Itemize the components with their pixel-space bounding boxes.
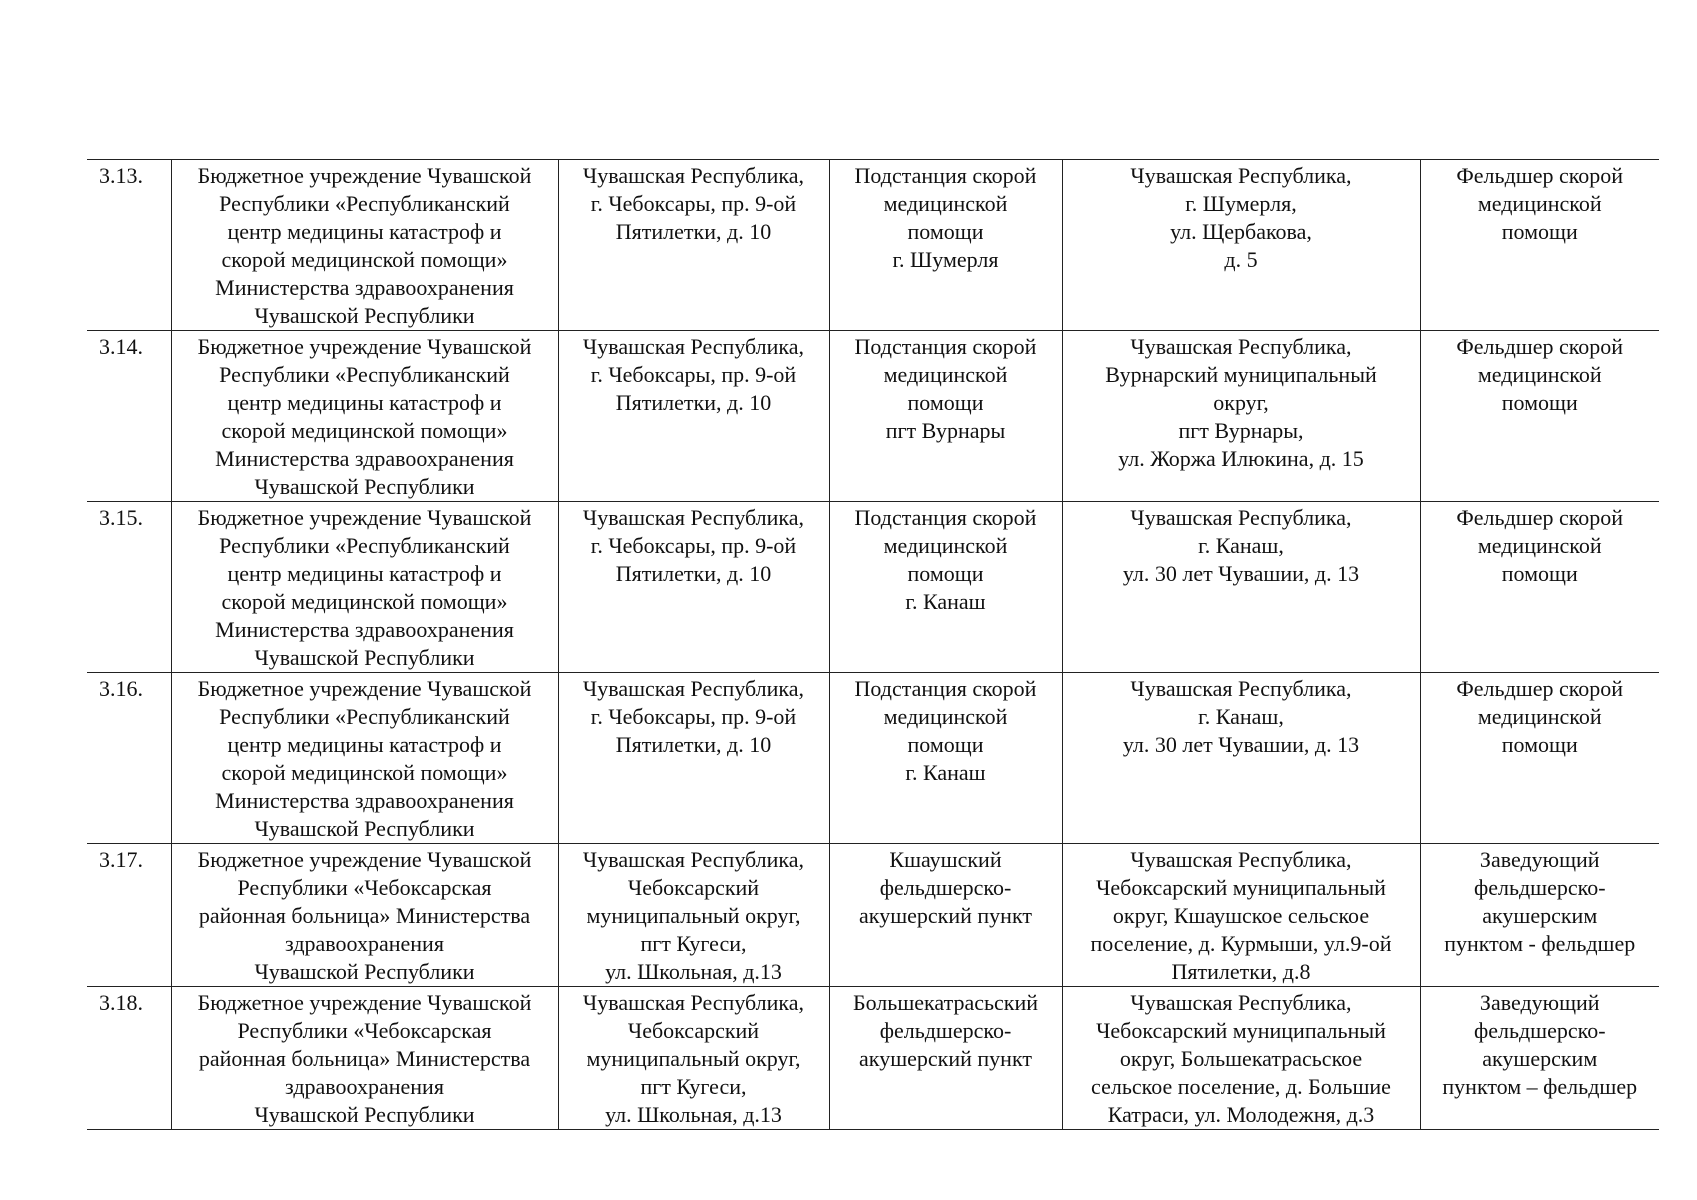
table-row bbox=[87, 844, 1659, 987]
unit-cell: Подстанция скорой медицинской помощи г. Шумерля bbox=[829, 160, 1062, 331]
organization-address-cell: Чувашская Республика, г. Чебоксары, пр. 9-ой Пятилетки, д. 10 bbox=[558, 331, 829, 502]
position-cell: Фельдшер скорой медицинской помощи bbox=[1420, 502, 1659, 673]
position-cell: Фельдшер скорой медицинской помощи bbox=[1420, 331, 1659, 502]
table-row bbox=[87, 160, 1659, 331]
organization-address-cell: Чувашская Республика, г. Чебоксары, пр. 9-ой Пятилетки, д. 10 bbox=[558, 502, 829, 673]
position-cell: Фельдшер скорой медицинской помощи bbox=[1420, 673, 1659, 844]
organization-cell: Бюджетное учреждение Чувашской Республики «Республиканский центр медицины катастроф и скорой медицинской помощи» Министерства здравоохранения Чувашской Республики bbox=[171, 331, 558, 502]
registry-table bbox=[87, 159, 1659, 1130]
row-number: 3.15. bbox=[87, 502, 171, 673]
unit-address-cell: Чувашская Республика, Чебоксарский муниципальный округ, Кшаушское сельское поселение, д. Курмыши, ул.9-ой Пятилетки, д.8 bbox=[1062, 844, 1420, 987]
row-number: 3.17. bbox=[87, 844, 171, 987]
position-cell: Заведующий фельдшерско- акушерским пунктом - фельдшер bbox=[1420, 844, 1659, 987]
organization-cell: Бюджетное учреждение Чувашской Республики «Чебоксарская районная больница» Министерства здравоохранения Чувашской Республики bbox=[171, 844, 558, 987]
unit-address-cell: Чувашская Республика, г. Шумерля, ул. Щербакова, д. 5 bbox=[1062, 160, 1420, 331]
unit-address-cell: Чувашская Республика, Чебоксарский муниципальный округ, Большекатрасьское сельское поселение, д. Большие Катраси, ул. Молодежня, д.3 bbox=[1062, 987, 1420, 1130]
row-number: 3.14. bbox=[87, 331, 171, 502]
table-row bbox=[87, 673, 1659, 844]
organization-address-cell: Чувашская Республика, Чебоксарский муниципальный округ, пгт Кугеси, ул. Школьная, д.13 bbox=[558, 844, 829, 987]
table-row bbox=[87, 502, 1659, 673]
organization-cell: Бюджетное учреждение Чувашской Республики «Республиканский центр медицины катастроф и скорой медицинской помощи» Министерства здравоохранения Чувашской Республики bbox=[171, 673, 558, 844]
organization-cell: Бюджетное учреждение Чувашской Республики «Республиканский центр медицины катастроф и скорой медицинской помощи» Министерства здравоохранения Чувашской Республики bbox=[171, 160, 558, 331]
row-number: 3.18. bbox=[87, 987, 171, 1130]
organization-cell: Бюджетное учреждение Чувашской Республики «Чебоксарская районная больница» Министерства здравоохранения Чувашской Республики bbox=[171, 987, 558, 1130]
unit-cell: Подстанция скорой медицинской помощи пгт Вурнары bbox=[829, 331, 1062, 502]
unit-cell: Подстанция скорой медицинской помощи г. Канаш bbox=[829, 673, 1062, 844]
row-number: 3.13. bbox=[87, 160, 171, 331]
unit-address-cell: Чувашская Республика, г. Канаш, ул. 30 лет Чувашии, д. 13 bbox=[1062, 502, 1420, 673]
organization-cell: Бюджетное учреждение Чувашской Республики «Республиканский центр медицины катастроф и скорой медицинской помощи» Министерства здравоохранения Чувашской Республики bbox=[171, 502, 558, 673]
unit-cell: Большекатрасьский фельдшерско- акушерский пункт bbox=[829, 987, 1062, 1130]
organization-address-cell: Чувашская Республика, г. Чебоксары, пр. 9-ой Пятилетки, д. 10 bbox=[558, 673, 829, 844]
row-number: 3.16. bbox=[87, 673, 171, 844]
unit-cell: Подстанция скорой медицинской помощи г. Канаш bbox=[829, 502, 1062, 673]
unit-cell: Кшаушский фельдшерско- акушерский пункт bbox=[829, 844, 1062, 987]
table-row bbox=[87, 331, 1659, 502]
position-cell: Фельдшер скорой медицинской помощи bbox=[1420, 160, 1659, 331]
position-cell: Заведующий фельдшерско- акушерским пунктом – фельдшер bbox=[1420, 987, 1659, 1130]
table-row bbox=[87, 987, 1659, 1130]
unit-address-cell: Чувашская Республика, Вурнарский муниципальный округ, пгт Вурнары, ул. Жоржа Илюкина, д. 15 bbox=[1062, 331, 1420, 502]
organization-address-cell: Чувашская Республика, г. Чебоксары, пр. 9-ой Пятилетки, д. 10 bbox=[558, 160, 829, 331]
organization-address-cell: Чувашская Республика, Чебоксарский муниципальный округ, пгт Кугеси, ул. Школьная, д.13 bbox=[558, 987, 829, 1130]
unit-address-cell: Чувашская Республика, г. Канаш, ул. 30 лет Чувашии, д. 13 bbox=[1062, 673, 1420, 844]
